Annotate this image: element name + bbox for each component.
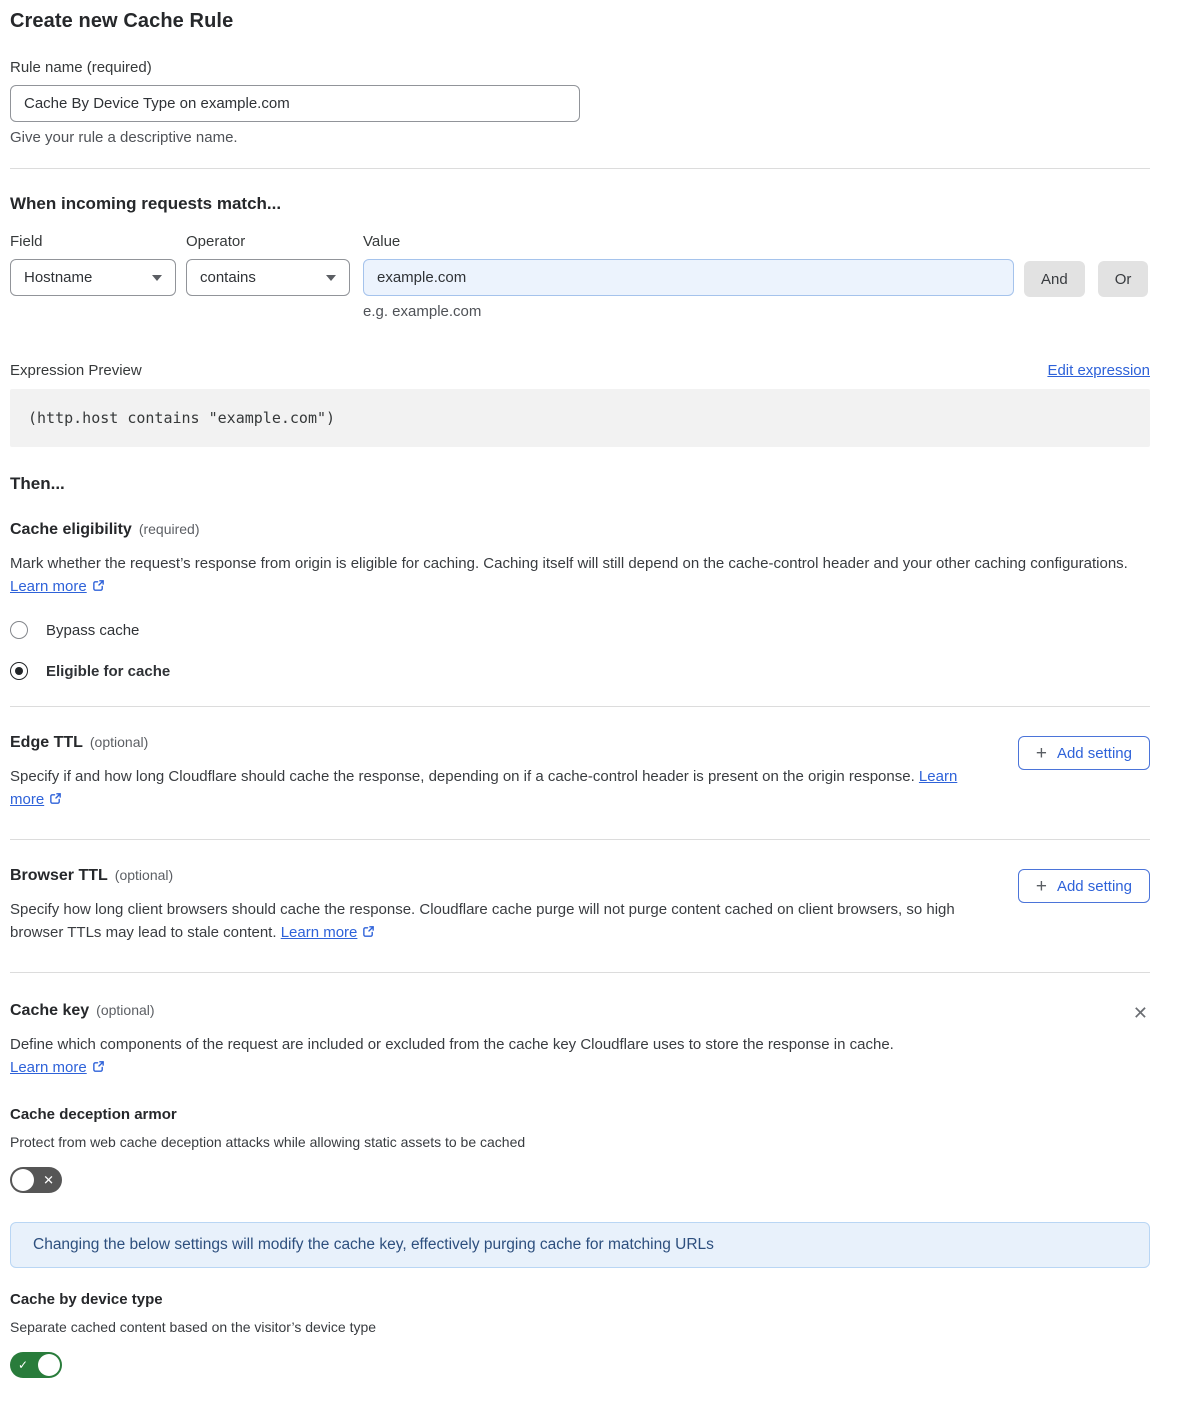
radio-bypass-cache[interactable] <box>10 621 1150 639</box>
cache-by-device-type-toggle[interactable] <box>10 1352 62 1378</box>
field-label: Field <box>10 233 43 250</box>
cache-eligibility-description: Mark whether the request’s response from origin is eligible for caching. Caching itself will still depend on the cache-control header and your other caching configurations. Learn more <box>10 555 1128 595</box>
toggle-knob <box>38 1354 60 1376</box>
browser-ttl-description: Specify how long client browsers should cache the response. Cloudflare cache purge will not purge content cached on client browsers, so high browser TTLs may lead to stale content. Learn more <box>10 901 955 941</box>
edge-ttl-badge: (optional) <box>89 734 149 750</box>
learn-more-link[interactable]: Learn more <box>10 768 958 808</box>
radio-label: Bypass cache <box>46 621 140 639</box>
chevron-down-icon <box>326 275 336 281</box>
x-icon: ✕ <box>43 1172 54 1188</box>
cache-key-section <box>10 1002 1150 1079</box>
toggle-knob <box>12 1169 34 1191</box>
external-link-icon <box>49 792 62 805</box>
edit-expression-link[interactable]: Edit expression <box>1047 362 1150 379</box>
operator-select-value: contains <box>200 269 256 286</box>
cache-eligibility-badge: (required) <box>138 521 200 537</box>
radio-eligible-for-cache[interactable] <box>10 662 1150 680</box>
and-button[interactable]: And <box>1024 261 1085 297</box>
value-help: e.g. example.com <box>363 303 482 320</box>
then-heading: Then... <box>10 474 65 493</box>
cache-key-description: Define which components of the request are included or excluded from the cache key Cloudflare uses to store the response in cache. Learn more <box>10 1036 894 1076</box>
expression-preview-label: Expression Preview <box>10 362 142 379</box>
browser-ttl-section <box>10 867 1150 944</box>
external-link-icon <box>92 579 105 592</box>
radio-icon[interactable] <box>10 621 28 639</box>
edge-ttl-section <box>10 734 1150 811</box>
field-select-value: Hostname <box>24 269 93 286</box>
value-label: Value <box>363 233 401 250</box>
match-heading: When incoming requests match... <box>10 194 282 213</box>
external-link-icon <box>362 925 375 938</box>
external-link-icon <box>92 1060 105 1073</box>
cache-deception-armor-description: Protect from web cache deception attacks while allowing static assets to be cached <box>10 1134 526 1150</box>
or-button[interactable]: Or <box>1098 261 1149 297</box>
plus-icon: + <box>1035 875 1047 897</box>
close-icon[interactable]: ✕ <box>1132 1003 1148 1023</box>
radio-label: Eligible for cache <box>46 662 171 680</box>
radio-selected-icon[interactable] <box>10 662 28 680</box>
browser-ttl-add-setting-button[interactable]: + Add setting <box>1018 869 1150 903</box>
divider <box>10 972 1150 973</box>
divider <box>10 168 1150 169</box>
edge-ttl-description: Specify if and how long Cloudflare should cache the response, depending on if a cache-control header is present on the origin response. Learn more <box>10 768 958 808</box>
expression-code: (http.host contains "example.com") <box>10 389 1150 447</box>
match-row <box>10 233 1150 320</box>
edge-ttl-add-setting-button[interactable]: + Add setting <box>1018 736 1150 770</box>
divider <box>10 706 1150 707</box>
cache-deception-armor-toggle[interactable] <box>10 1167 62 1193</box>
operator-select[interactable] <box>186 259 350 296</box>
page-title: Create new Cache Rule <box>10 10 234 32</box>
cache-eligibility-title: Cache eligibility <box>10 521 132 538</box>
edge-ttl-title: Edge TTL <box>10 734 83 751</box>
cache-by-device-type-title: Cache by device type <box>10 1291 163 1308</box>
check-icon: ✓ <box>18 1358 29 1372</box>
chevron-down-icon <box>152 275 162 281</box>
browser-ttl-badge: (optional) <box>114 867 174 883</box>
cache-key-info-banner: Changing the below settings will modify the cache key, effectively purging cache for matching URLs <box>10 1222 1150 1268</box>
rule-name-help: Give your rule a descriptive name. <box>10 129 238 146</box>
learn-more-link[interactable]: Learn more <box>10 578 87 595</box>
learn-more-link[interactable]: Learn more <box>280 924 358 941</box>
cache-deception-armor-title: Cache deception armor <box>10 1106 177 1123</box>
rule-name-label: Rule name (required) <box>10 59 152 76</box>
cache-by-device-type-description: Separate cached content based on the visitor’s device type <box>10 1319 377 1335</box>
cache-key-title: Cache key <box>10 1002 90 1019</box>
browser-ttl-title: Browser TTL <box>10 867 108 884</box>
field-select[interactable] <box>10 259 176 296</box>
plus-icon: + <box>1035 742 1047 764</box>
operator-label: Operator <box>186 233 246 250</box>
value-input[interactable] <box>363 259 1014 296</box>
divider <box>10 839 1150 840</box>
rule-name-input[interactable] <box>10 85 580 122</box>
learn-more-link[interactable]: Learn more <box>10 1059 87 1076</box>
cache-key-badge: (optional) <box>96 1002 155 1018</box>
